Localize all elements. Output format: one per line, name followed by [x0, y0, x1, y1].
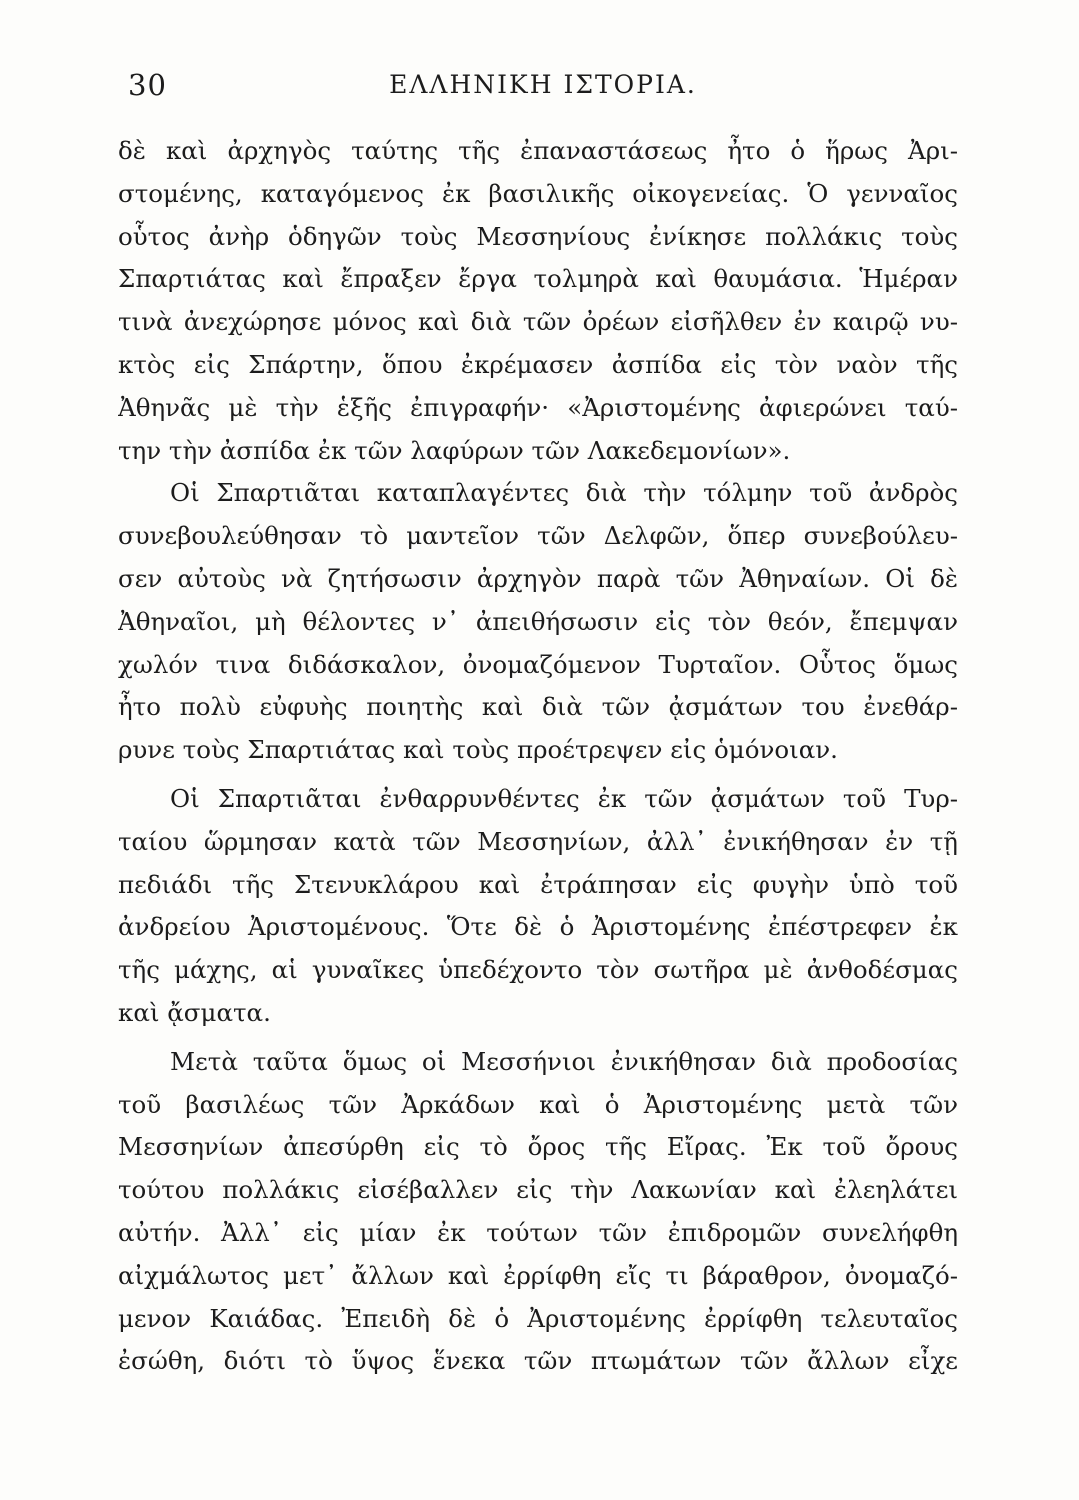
text-line: Σπαρτιάτας καὶ ἔπραξεν ἔργα τολμηρὰ καὶ θαυμάσια. Ἡμέραν	[118, 264, 958, 294]
text-line: τῆς μάχης, αἱ γυναῖκες ὑπεδέχοντο τὸν σωτῆρα μὲ ἀνθοδέσμας	[118, 955, 958, 985]
text-line: Οἱ Σπαρτιᾶται καταπλαγέντες διὰ τὴν τόλμην τοῦ ἀνδρὸς	[170, 478, 958, 508]
page-header	[128, 68, 958, 108]
text-line: σεν αὐτοὺς νὰ ζητήσωσιν ἀρχηγὸν παρὰ τῶν Ἀθηναίων. Οἱ δὲ	[118, 563, 958, 593]
text-line: Μετὰ ταῦτα ὅμως οἱ Μεσσήνιοι ἐνικήθησαν διὰ προδοσίας	[170, 1046, 958, 1076]
page-number: 30	[128, 68, 167, 102]
text-line: δὲ καὶ ἀρχηγὸς ταύτης τῆς ἐπαναστάσεως ἦτο ὁ ἥρως Ἀρι-	[118, 136, 958, 165]
body-text	[118, 130, 958, 1383]
text-line: αἰχμάλωτος μετ᾽ ἄλλων καὶ ἐρρίφθη εἴς τι βάραθρον, ὀνομαζό-	[118, 1260, 958, 1290]
text-line: πεδιάδι τῆς Στενυκλάρου καὶ ἐτράπησαν εἰς φυγὴν ὑπὸ τοῦ	[118, 869, 958, 899]
text-line: Ἀθηνᾶς μὲ τὴν ἑξῆς ἐπιγραφήν· «Ἀριστομένης ἀφιερώνει ταύ-	[118, 392, 958, 422]
text-line: οὗτος ἀνὴρ ὁδηγῶν τοὺς Μεσσηνίους ἐνίκησε πολλάκις τοὺς	[118, 221, 958, 251]
paragraph	[118, 778, 958, 1035]
text-line: συνεβουλεύθησαν τὸ μαντεῖον τῶν Δελφῶν, ὅπερ συνεβούλευ-	[118, 521, 958, 551]
text-line: Ἀθηναῖοι, μὴ θέλοντες ν᾽ ἀπειθήσωσιν εἰς τὸν θεόν, ἔπεμψαν	[118, 606, 958, 636]
text-line: κτὸς εἰς Σπάρτην, ὅπου ἐκρέμασεν ἀσπίδα εἰς τὸν ναὸν τῆς	[118, 349, 958, 379]
text-line: Οἱ Σπαρτιᾶται ἐνθαρρυνθέντες ἐκ τῶν ᾀσμάτων τοῦ Τυρ-	[170, 783, 958, 813]
text-line: τοῦ βασιλέως τῶν Ἀρκάδων καὶ ὁ Ἀριστομένης μετὰ τῶν	[118, 1089, 958, 1119]
text-line: χωλόν τινα διδάσκαλον, ὀνομαζόμενον Τυρταῖον. Οὗτος ὅμως	[118, 649, 958, 679]
text-line: ταίου ὥρμησαν κατὰ τῶν Μεσσηνίων, ἀλλ᾽ ἐνικήθησαν ἐν τῇ	[118, 826, 958, 856]
text-line: καὶ ᾄσματα.	[118, 997, 271, 1027]
text-line: τούτου πολλάκις εἰσέβαλλεν εἰς τὴν Λακωνίαν καὶ ἐλεηλάτει	[118, 1175, 958, 1205]
text-line: ἦτο πολὺ εὐφυὴς ποιητὴς καὶ διὰ τῶν ᾀσμάτων του ἐνεθάρ-	[118, 692, 958, 722]
text-line: μενον Καιάδας. Ἐπειδὴ δὲ ὁ Ἀριστομένης ἐρρίφθη τελευταῖος	[118, 1303, 958, 1333]
text-line: αὐτήν. Ἀλλ᾽ εἰς μίαν ἐκ τούτων τῶν ἐπιδρομῶν συνελήφθη	[118, 1217, 958, 1247]
text-line: ρυνε τοὺς Σπαρτιάτας καὶ τοὺς προέτρεψεν εἰς ὁμόνοιαν.	[118, 735, 838, 765]
paragraph	[118, 1041, 958, 1383]
text-line: ἀνδρείου Ἀριστομένους. Ὅτε δὲ ὁ Ἀριστομένης ἐπέστρεφεν ἐκ	[118, 912, 958, 942]
text-line: Μεσσηνίων ἀπεσύρθη εἰς τὸ ὄρος τῆς Εἴρας. Ἐκ τοῦ ὄρους	[118, 1132, 958, 1162]
text-line: ἐσώθη, διότι τὸ ὕψος ἕνεκα τῶν πτωμάτων τῶν ἄλλων εἶχε	[118, 1346, 958, 1376]
running-title: ΕΛΛΗΝΙΚΗ ΙΣΤΟΡΙΑ.	[389, 70, 697, 99]
text-line: τινὰ ἀνεχώρησε μόνος καὶ διὰ τῶν ὀρέων εἰσῆλθεν ἐν καιρῷ νυ-	[118, 307, 958, 337]
text-line: στομένης, καταγόμενος ἐκ βασιλικῆς οἰκογενείας. Ὁ γενναῖος	[118, 178, 958, 208]
paragraph	[118, 472, 958, 772]
paragraph	[118, 130, 958, 472]
text-line: την τὴν ἀσπίδα ἐκ τῶν λαφύρων τῶν Λακεδεμονίων».	[118, 435, 791, 465]
